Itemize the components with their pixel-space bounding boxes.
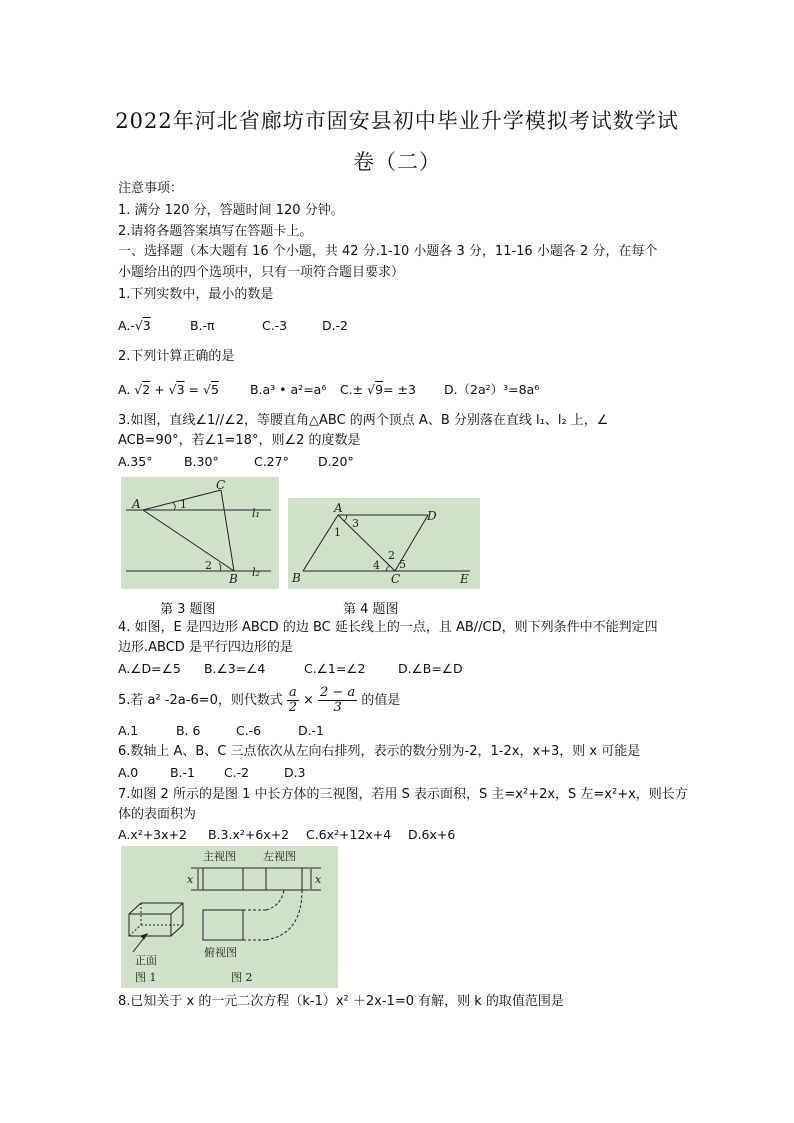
page-title-cont: 卷（二） <box>353 150 441 174</box>
q5-fraction-1: $\frac{a}{2}$ <box>288 685 298 715</box>
figure-q4 <box>288 498 480 589</box>
fig3-angle-2: 2 <box>205 559 212 572</box>
q6-options <box>118 765 306 780</box>
figure-q4-drawing <box>288 498 480 589</box>
fig3-angle-1: 1 <box>180 498 187 511</box>
q5-option-d: D.-1 <box>297 723 325 738</box>
fig3-label-l2: l₂ <box>252 566 260 579</box>
q7-line2: 体的表面积为 <box>118 807 197 822</box>
section-heading-cont: 小题给出的四个选项中，只有一项符合题目要求） <box>118 265 405 280</box>
fig4-label-e: E <box>460 572 469 586</box>
q7-option-c: C.6x²+12x+4 <box>305 827 392 842</box>
q3-option-d: D.20° <box>317 454 354 469</box>
notes-heading: 注意事项： <box>118 181 184 196</box>
fig3-label-l1: l₁ <box>252 507 260 520</box>
q4-line2: 边形.ABCD 是平行四边形的是 <box>118 640 293 655</box>
q5-option-b: B. 6 <box>175 723 201 738</box>
fig3-label-c: C <box>216 478 226 492</box>
fig4-angle-1: 1 <box>334 526 341 539</box>
figure-q7-drawing <box>121 846 338 988</box>
page-title: 2022年河北省廊坊市固安县初中毕业升学模拟考试数学试 <box>115 109 679 133</box>
fig7-x-left: x <box>187 873 194 886</box>
figure-q3-caption: 第 3 题图 <box>160 602 216 617</box>
figure-q4-caption: 第 4 题图 <box>343 602 399 617</box>
figure-q3 <box>121 477 279 589</box>
fig4-label-d: D <box>427 509 437 523</box>
q2-stem: 2.下列计算正确的是 <box>118 349 235 364</box>
figure-q3-drawing <box>121 477 279 589</box>
fig7-fig2-label: 图 2 <box>231 971 253 984</box>
q1-option-b: B.-π <box>189 318 215 333</box>
fig4-angle-2: 2 <box>388 549 395 562</box>
q6-option-c: C.-2 <box>223 765 250 780</box>
q1-stem: 1.下列实数中，最小的数是 <box>118 287 274 302</box>
q4-option-d: D.∠B=∠D <box>397 661 463 676</box>
q3-line2: ACB=90°，若∠1=18°，则∠2 的度数是 <box>118 433 361 448</box>
fig4-angle-4: 4 <box>373 559 380 572</box>
q7-option-a: A.x²+3x+2 <box>118 827 187 842</box>
q1-option-d: D.-2 <box>321 318 349 333</box>
q5-stem: 5.若 a² -2a-6=0，则代数式 $\frac{a}{2}$ × $\frac{2 - a}{3}$ 的值是 <box>118 685 401 715</box>
q4-option-a: A.∠D=∠5 <box>118 661 181 676</box>
q3-line1: 3.如图，直线∠1//∠2，等腰直角△ABC 的两个顶点 A、B 分别落在直线 l₁、l₂ 上，∠ <box>118 413 609 428</box>
q3-option-c: C.27° <box>253 454 289 469</box>
fig4-label-a: A <box>334 501 343 515</box>
figure-q7 <box>121 846 338 988</box>
note-2: 2.请将各题答案填写在答题卡上。 <box>118 224 313 239</box>
q6-stem: 6.数轴上 A、B、C 三点依次从左向右排列，表示的数分别为-2，1-2x，x+3，则 x 可能是 <box>118 744 641 759</box>
fig7-front-view-label: 主视图 <box>203 850 236 863</box>
q7-option-d: D.6x+6 <box>407 827 456 842</box>
q4-line1: 4. 如图，E 是四边形 ABCD 的边 BC 延长线上的一点，且 AB//CD，则下列条件中不能判定四 <box>118 620 658 635</box>
fig4-label-c: C <box>391 572 401 586</box>
fig4-label-b: B <box>292 571 301 585</box>
section-heading: 一、选择题（本大题有 16 个小题，共 42 分.1-10 小题各 3 分，11-16 小题各 2 分，在每个 <box>118 244 658 259</box>
q6-option-d: D.3 <box>283 765 306 780</box>
q1-option-a: A.-√3 <box>118 318 151 333</box>
q4-options <box>118 661 463 676</box>
q5-option-c: C.-6 <box>235 723 262 738</box>
note-1: 1. 满分 120 分，答题时间 120 分钟。 <box>118 203 344 218</box>
fig7-front-label: 正面 <box>135 954 157 967</box>
q7-option-b: B.3.x²+6x+2 <box>207 827 290 842</box>
q7-options <box>118 827 455 842</box>
q6-option-b: B.-1 <box>169 765 195 780</box>
q1-option-c: C.-3 <box>261 318 288 333</box>
q8-stem: 8.已知关于 x 的一元二次方程（k-1）x² ＋2x-1=0 有解，则 k 的取值范围是 <box>118 994 564 1009</box>
q4-option-b: B.∠3=∠4 <box>203 661 266 676</box>
q5-fraction-2: $\frac{2 - a}{3}$ <box>320 685 356 715</box>
q3-option-a: A.35° <box>118 454 153 469</box>
fig3-label-b: B <box>229 572 238 586</box>
q1-options <box>118 318 348 333</box>
q5-options <box>118 723 324 738</box>
q2-option-c: C.± √9= ±3 <box>339 382 416 397</box>
q2-option-d: D.（2a²）³=8a⁶ <box>443 382 540 397</box>
q7-line1: 7.如图 2 所示的是图 1 中长方体的三视图，若用 S 表示面积，S 主=x²+2x，S 左=x²+x，则长方 <box>118 787 688 802</box>
q2-option-b: B.a³ • a²=a⁶ <box>249 382 327 397</box>
fig3-label-a: A <box>132 497 141 511</box>
fig7-fig1-label: 图 1 <box>135 971 157 984</box>
q6-option-a: A.0 <box>118 765 139 780</box>
fig4-angle-5: 5 <box>399 558 406 571</box>
q2-options <box>118 380 539 398</box>
q5-option-a: A.1 <box>118 723 139 738</box>
q4-option-c: C.∠1=∠2 <box>303 661 366 676</box>
fig4-angle-3: 3 <box>352 517 359 530</box>
fig7-top-view-label: 俯视图 <box>204 946 237 959</box>
fig7-x-right: x <box>315 873 322 886</box>
q3-options <box>118 454 354 469</box>
q3-option-b: B.30° <box>183 454 219 469</box>
fig7-left-view-label: 左视图 <box>263 850 296 863</box>
q2-option-a: A. √2 + √3 = √5 <box>118 382 219 397</box>
